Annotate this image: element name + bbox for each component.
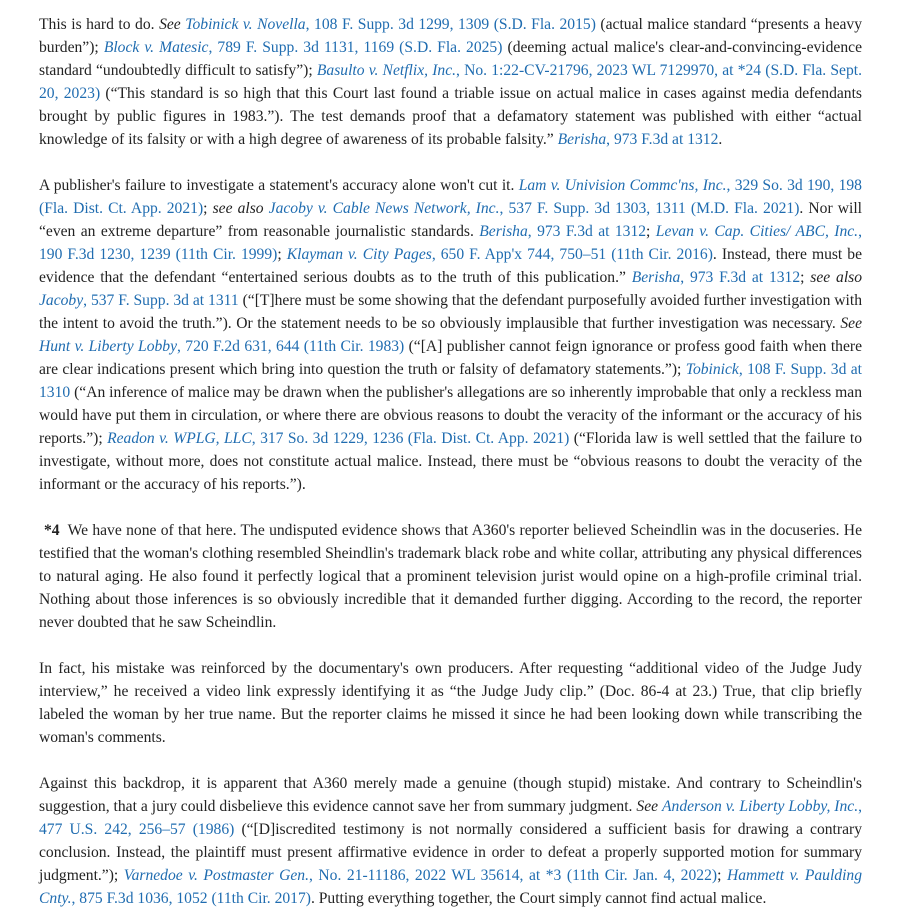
paragraph: [39, 657, 862, 749]
case-name: Varnedoe v. Postmaster Gen.: [123, 867, 309, 884]
case-name: Berisha: [479, 223, 528, 240]
body-text: (“Florida law is well settled that the failure to investigate, without more, does not constitute actual malice. Instead, there must be “obvious reasons to doubt the veracity of the informant or the accuracy of his reports.”).: [39, 430, 863, 493]
case-name: Berisha: [557, 131, 607, 148]
body-text: We have none of that here. The undisputed evidence shows that A360's reporter believed Scheindlin was in the docuseries. He testified that the woman's clothing resembled Sheindlin's trademark black robe and white collar, attributing any physical differences to natural aging. He also found it perfectly logical that a prominent television jurist would opine on a high-profile criminal trial. Nothing about those inferences is so obviously incredible that it demanded further digging. According to the record, the reporter never doubted that he saw Scheindlin.: [39, 522, 862, 631]
citation-reporter: , 537 F. Supp. 3d at 1311: [83, 292, 239, 309]
body-text: ;: [646, 223, 656, 240]
citation-signal: See: [636, 798, 659, 815]
body-text: In fact, his mistake was reinforced by the documentary's own producers. After requesting “additional video of the Judge Judy interview,” he received a video link expressly identifying it as “the Judge Judy clip.” (Doc. 86-4 at 23.) True, that clip briefly labeled the woman by her true name. But the reporter claims he missed it since he had been looking down while transcribing the woman's comments.: [39, 660, 862, 746]
citation-reporter: , 973 F.3d at 1312: [606, 131, 719, 148]
case-name: Readon v. WPLG, LLC: [107, 430, 252, 447]
citation-reporter: , 650 F. App'x 744, 750–51 (11th Cir. 2016): [431, 246, 713, 263]
citation-signal: See: [840, 315, 862, 332]
body-text: (“[D]iscredited testimony is not normally considered a sufficient basis for drawing a contrary conclusion. Instead, the plaintiff must present affirmative evidence in order to defeat a properly supported motion for summary judgment.”);: [39, 821, 862, 884]
case-name: Lam v. Univision Commc'ns, Inc.: [518, 177, 727, 194]
case-citation-link[interactable]: [124, 867, 717, 884]
citation-reporter: , 720 F.2d 631, 644 (11th Cir. 1983): [177, 338, 405, 355]
case-citation-link[interactable]: [558, 131, 719, 148]
paragraph: [39, 174, 862, 496]
paragraph: [39, 519, 862, 634]
case-name: Tobinick: [685, 361, 739, 378]
body-text: (“[T]here must be some showing that the defendant purposefully avoided further investigation with the intent to avoid the truth.”). Or the statement needs to be so obviously implausible that further investigation was necessary.: [39, 292, 863, 332]
case-name: Hammett v. Paulding Cnty.: [39, 867, 862, 907]
paragraph: [39, 13, 862, 151]
body-text: ;: [203, 200, 213, 217]
case-citation-link[interactable]: [287, 246, 713, 263]
case-citation-link[interactable]: [107, 430, 569, 447]
citation-reporter: , No. 1:22-CV-21796, 2023 WL 7129970, at *24 (S.D. Fla. Sept. 20, 2023): [39, 62, 863, 102]
citation-reporter: , 477 U.S. 242, 256–57 (1986): [39, 798, 862, 838]
citation-reporter: , 973 F.3d at 1312: [680, 269, 801, 286]
citation-reporter: , 973 F.3d at 1312: [527, 223, 647, 240]
body-text: This is hard to do.: [39, 16, 160, 33]
body-text: (“This standard is so high that this Court last found a triable issue on actual malice in cases against media defendants brought by public figures in 1983.”). The test demands proof that a defamatory statement was published with either “actual knowledge of its falsity or with a high degree of awareness of its probable falsity.”: [39, 85, 862, 148]
body-text: ;: [717, 867, 727, 884]
star-page-marker: *4: [44, 522, 60, 539]
body-text: ;: [800, 269, 811, 286]
citation-reporter: , 317 So. 3d 1229, 1236 (Fla. Dist. Ct. App. 2021): [251, 430, 570, 447]
case-name: Levan v. Cap. Cities/ ABC, Inc.: [655, 223, 859, 240]
case-name: Berisha: [631, 269, 681, 286]
citation-reporter: , 190 F.3d 1230, 1239 (11th Cir. 1999): [39, 223, 862, 263]
case-citation-link[interactable]: [39, 292, 239, 309]
case-citation-link[interactable]: [632, 269, 800, 286]
paragraph: [39, 772, 862, 910]
citation-reporter: , 537 F. Supp. 3d 1303, 1311 (M.D. Fla. 2021): [499, 200, 800, 217]
case-name: Block v. Matesic: [103, 39, 209, 56]
body-text: ;: [277, 246, 287, 263]
citation-reporter: , No. 21-11186, 2022 WL 35614, at *3 (11th Cir. Jan. 4, 2022): [308, 867, 718, 884]
body-text: Against this backdrop, it is apparent that A360 merely made a genuine (though stupid) mistake. And contrary to Scheindlin's suggestion, that a jury could disbelieve this evidence cannot save her from summary judgment.: [39, 775, 862, 815]
body-text: (deeming actual malice's clear-and-convincing-evidence standard “undoubtedly difficult to satisfy”);: [39, 39, 862, 79]
case-name: Hunt v. Liberty Lobby: [39, 338, 178, 355]
case-name: Anderson v. Liberty Lobby, Inc.: [662, 798, 859, 815]
body-text: .: [718, 131, 723, 148]
body-text: (actual malice standard “presents a heavy burden”);: [39, 16, 863, 56]
body-text: . Putting everything together, the Court simply cannot find actual malice.: [310, 890, 767, 907]
case-name: Basulto v. Netflix, Inc.: [316, 62, 457, 79]
citation-reporter: , 875 F.3d 1036, 1052 (11th Cir. 2017): [71, 890, 311, 907]
body-text: . Instead, there must be evidence that the defendant “entertained serious doubts as to the truth of this publication.”: [39, 246, 863, 286]
case-citation-link[interactable]: [39, 338, 404, 355]
citation-reporter: , 108 F. Supp. 3d 1299, 1309 (S.D. Fla. 2015): [305, 16, 596, 33]
citation-signal: See: [159, 16, 181, 33]
case-name: Tobinick v. Novella: [185, 16, 306, 33]
case-citation-link[interactable]: [479, 223, 646, 240]
body-text: (“An inference of malice may be drawn when the publisher's allegations are so inherently improbable that only a reckless man would have put them in circulation, or where there are obvious reasons to doubt the veracity of the informant or the accuracy of his reports.”);: [39, 384, 862, 447]
citation-reporter: , 789 F. Supp. 3d 1131, 1169 (S.D. Fla. 2025): [208, 39, 503, 56]
case-name: Jacoby: [39, 292, 84, 309]
body-text: (“[A] publisher cannot feign ignorance or profess good faith when there are clear indications present which bring into question the truth or falsity of defamatory statements.”);: [39, 338, 862, 378]
citation-signal: see also: [212, 200, 264, 217]
case-citation-link[interactable]: [269, 200, 800, 217]
citation-signal: see also: [810, 269, 863, 286]
body-text: A publisher's failure to investigate a statement's accuracy alone won't cut it.: [39, 177, 519, 194]
citation-reporter: , 329 So. 3d 190, 198 (Fla. Dist. Ct. App. 2021): [39, 177, 862, 217]
case-citation-link[interactable]: [104, 39, 503, 56]
case-citation-link[interactable]: [185, 16, 596, 33]
citation-reporter: , 108 F. Supp. 3d at 1310: [39, 361, 863, 401]
case-name: Klayman v. City Pages: [286, 246, 432, 263]
body-text: . Nor will “even an extreme departure” from reasonable journalistic standards.: [39, 200, 862, 240]
case-name: Jacoby v. Cable News Network, Inc.: [268, 200, 500, 217]
